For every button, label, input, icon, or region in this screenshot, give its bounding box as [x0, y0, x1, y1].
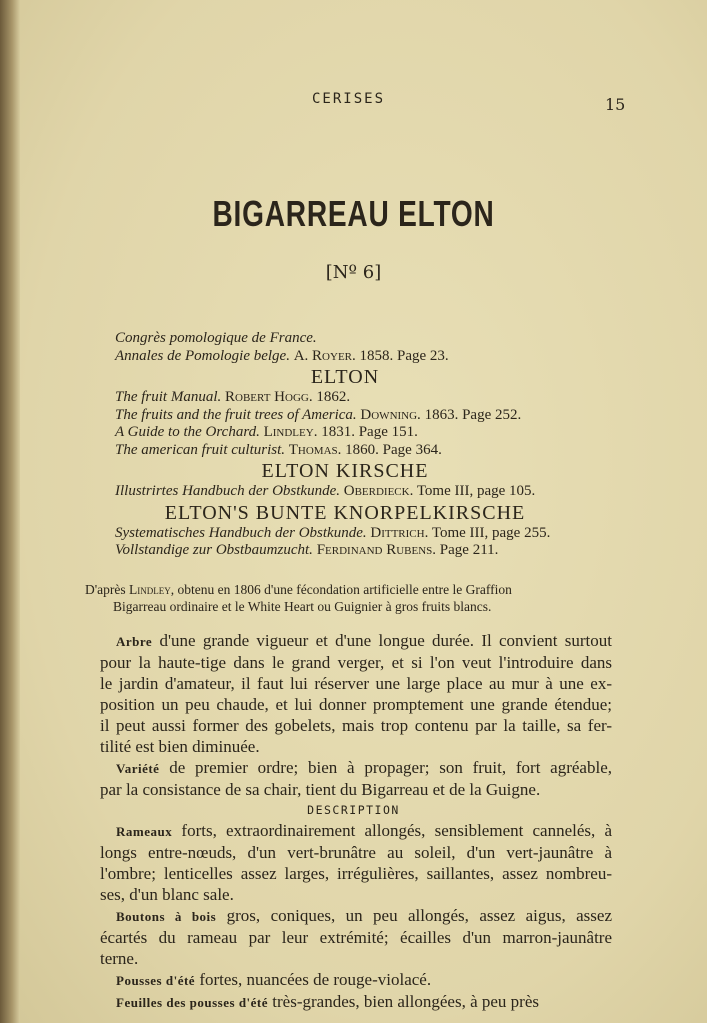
paragraph: [100, 757, 612, 800]
reference-details: 1831. Page 151.: [321, 424, 418, 440]
line-text: d'une grande vigueur et d'une longue durée. Il convient surtout: [159, 631, 612, 650]
line-text: il peut aussi former des gobelets, mais trop contenu par la taille, sa fer-: [100, 716, 612, 735]
line-text: le jardin d'amateur, il faut lui réserver une large place au mur à une ex-: [100, 674, 612, 693]
description-text: [100, 820, 612, 1013]
reference-entry: [115, 407, 575, 425]
line-text: ses, d'un blanc sale.: [100, 885, 234, 904]
body-text: [100, 630, 612, 800]
reference-author: A. Royer.: [293, 347, 356, 364]
synonym-heading: ELTON'S BUNTE KNORPELKIRSCHE: [164, 501, 526, 524]
reference-author: Dittrich.: [370, 524, 429, 541]
paragraph-lead: Feuilles des pousses d'été: [116, 995, 269, 1010]
line-text: de premier ordre; bien à propager; son fruit, fort agréable,: [169, 758, 612, 777]
text-line: [100, 715, 612, 736]
text-line: [100, 969, 612, 991]
line-text: position un peu chaude, et lui donner promptement une grande étendue;: [100, 695, 612, 714]
reference-details: Tome III, page 255.: [431, 524, 551, 541]
synonym-heading: ELTON: [310, 366, 380, 388]
paragraph: [100, 630, 612, 757]
text-line: [100, 694, 612, 715]
paragraph-lead: Rameaux: [116, 824, 173, 839]
book-gutter: [0, 0, 20, 1023]
text-line: [100, 863, 612, 884]
note-text: D'après: [85, 582, 126, 597]
reference-entry: [115, 330, 575, 348]
reference-title: The fruits and the fruit trees of America.: [115, 406, 357, 423]
line-text: forts, extraordinairement allongés, sensiblement cannelés, à: [181, 821, 613, 840]
reference-details: 1860. Page 364.: [345, 441, 442, 458]
note-author: Lindley,: [129, 582, 175, 597]
text-line: [100, 820, 612, 842]
reference-entry: [115, 483, 575, 501]
reference-entry: [115, 348, 575, 366]
reference-title: Vollstandige zur Obstbaumzucht.: [115, 542, 313, 558]
line-text: très-grandes, bien allongées, à peu près: [272, 992, 540, 1011]
line-text: pour la haute-tige dans le grand verger, et si l'on veut l'introduire dans: [100, 653, 612, 672]
line-text: par la consistance de sa chair, tient du Bigarreau et de la Guigne.: [100, 780, 541, 799]
paragraph: [100, 905, 612, 969]
text-line: [100, 757, 612, 779]
reference-author: Ferdinand Rubens.: [316, 542, 437, 558]
text-line: [100, 736, 612, 757]
running-head: CERISES: [312, 91, 386, 107]
text-line: [100, 779, 612, 800]
variety-number: [Nº 6]: [325, 262, 382, 283]
reference-author: Thomas.: [288, 441, 342, 458]
reference-entry: [115, 525, 575, 543]
line-text: terne.: [100, 949, 139, 968]
paragraph-lead: Variété: [116, 761, 160, 776]
reference-title: Congrès pomologique de France.: [115, 330, 317, 346]
reference-title: Annales de Pomologie belge.: [115, 347, 290, 364]
line-text: écartés du rameau par leur extrémité; écailles d'un marron-jaunâtre: [100, 928, 612, 947]
reference-details: 1863. Page 252.: [424, 406, 522, 423]
reference-title: The fruit Manual.: [115, 389, 222, 405]
paragraph-lead: Pousses d'été: [116, 973, 196, 988]
text-line: [100, 927, 612, 948]
text-line: [100, 905, 612, 927]
paragraph: [100, 820, 612, 905]
paragraph: [100, 991, 612, 1013]
references-list: [115, 330, 575, 560]
origin-note: [85, 581, 625, 615]
note-text: obtenu en 1806 d'une fécondation artificielle entre le Graffion: [177, 582, 512, 597]
line-text: longs entre-nœuds, d'un vert-brunâtre au soleil, d'un vert-jaunâtre à: [100, 843, 612, 862]
text-line: [100, 630, 612, 652]
reference-title: The american fruit culturist.: [115, 441, 285, 458]
reference-author: Robert Hogg.: [225, 389, 313, 405]
line-text: tilité est bien diminuée.: [100, 737, 260, 756]
reference-details: 1862.: [316, 389, 351, 405]
reference-entry: [115, 424, 575, 442]
reference-title: Illustrirtes Handbuch der Obstkunde.: [115, 483, 340, 499]
reference-details: 1858. Page 23.: [359, 347, 449, 364]
text-line: [100, 652, 612, 673]
description-heading: DESCRIPTION: [307, 803, 400, 817]
reference-details: Page 211.: [439, 542, 499, 558]
text-line: [100, 673, 612, 694]
reference-author: Downing.: [360, 406, 421, 423]
reference-entry: [115, 389, 575, 407]
reference-author: Lindley.: [263, 424, 318, 440]
line-text: l'ombre; lenticelles assez larges, irrégulières, saillantes, assez nombreu-: [100, 864, 612, 883]
line-text: fortes, nuancées de rouge-violacé.: [199, 970, 432, 989]
reference-title: A Guide to the Orchard.: [115, 424, 260, 440]
note-text: Bigarreau ordinaire et le White Heart ou Guignier à gros fruits blancs.: [113, 599, 492, 614]
text-line: [100, 948, 612, 969]
line-text: gros, coniques, un peu allongés, assez aigus, assez: [226, 906, 612, 925]
text-line: [100, 991, 612, 1013]
text-line: [100, 842, 612, 863]
synonym-heading: ELTON KIRSCHE: [261, 460, 429, 482]
page-number: 15: [605, 95, 626, 114]
reference-author: Oberdieck.: [343, 483, 414, 499]
reference-entry: [115, 442, 575, 460]
paragraph-lead: Arbre: [116, 634, 153, 649]
reference-entry: [115, 542, 575, 560]
reference-details: Tome III, page 105.: [416, 483, 536, 499]
page-title: BIGARREAU ELTON: [212, 193, 495, 234]
paragraph-lead: Boutons à bois: [116, 909, 217, 924]
text-line: [100, 884, 612, 905]
paragraph: [100, 969, 612, 991]
reference-title: Systematisches Handbuch der Obstkunde.: [115, 524, 367, 541]
